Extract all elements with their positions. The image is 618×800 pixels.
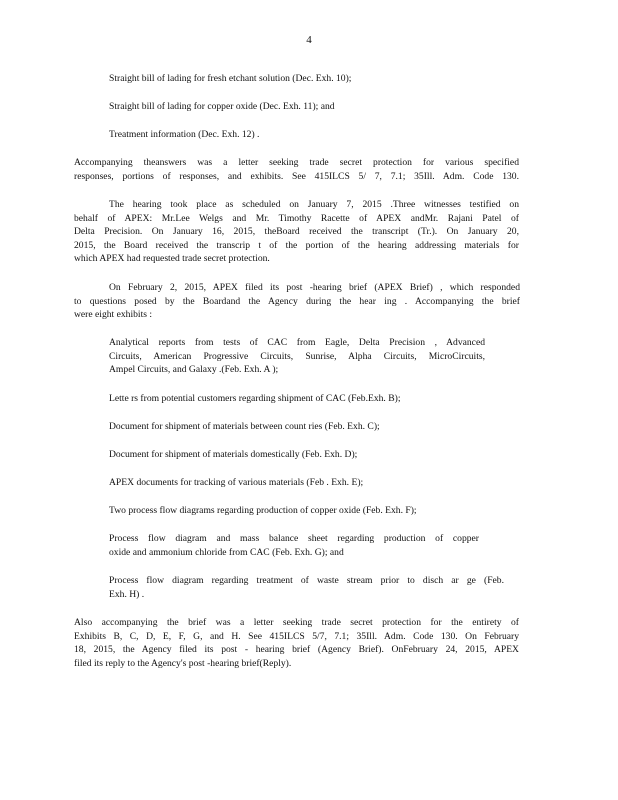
list-item [109,476,449,490]
list-item [109,128,319,142]
list-item [109,392,489,406]
list-item [109,574,504,601]
text-line: which APEX had requested trade secret protection. [74,253,270,265]
list-item [109,532,479,559]
text-line: behalf of APEX: Mr.Lee Welgs and Mr. Timothy Racette of APEX andMr. Rajani Patel of [74,212,519,224]
text-line: responses, portions of responses, and exhibits. See 415ILCS 5/ 7, 7.1; 35Ill. Adm. Code 130. [74,170,519,182]
text-line: Straight bill of lading for copper oxide (Dec. Exh. 11); and [109,101,335,112]
text-line: Analytical reports from tests of CAC from Eagle, Delta Precision , Advanced [109,337,485,348]
text-line: Straight bill of lading for fresh etchant solution (Dec. Exh. 10); [109,73,352,84]
text-line: Lette rs from potential customers regarding shipment of CAC (Feb.Exh. B); [109,393,401,404]
text-line: Process flow diagram regarding treatment of waste stream prior to disch ar ge (Feb. [109,575,504,586]
text-line: On February 2, 2015, APEX filed its post -hearing brief (APEX Brief) , which responded [109,282,520,293]
list-item [109,336,485,377]
text-line: 18, 2015, the Agency filed its post - hearing brief (Agency Brief). OnFebruary 24, 2015, APEX [74,644,519,656]
text-line: Ampel Circuits, and Galaxy .(Feb. Exh. A ); [109,364,279,376]
text-line: filed its reply to the Agency's post -hearing brief(Reply). [74,657,292,669]
text-line: Circuits, American Progressive Circuits, Sunrise, Alpha Circuits, MicroCircuits, [109,350,485,362]
list-item [109,100,409,114]
text-line: oxide and ammonium chloride from CAC (Feb. Exh. G); and [109,546,344,558]
text-line: to questions posed by the Boardand the Agency during the hear ing . Accompanying the brief [74,295,520,307]
paragraph [74,616,519,670]
text-line: Exh. H) . [109,588,145,600]
paragraph [74,198,519,266]
list-item [109,504,509,518]
text-line: The hearing took place as scheduled on January 7, 2015 .Three witnesses testified on [109,199,519,210]
text-line: Also accompanying the brief was a letter seeking trade secret protection for the entirety of [74,617,519,628]
text-line: were eight exhibits : [74,309,153,321]
list-item [109,72,429,86]
text-line: Document for shipment of materials between count ries (Feb. Exh. C); [109,421,380,432]
text-line: Delta Precision. On January 16, 2015, theBoard received the transcript (Tr.). On January 20, [74,226,519,238]
text-line: 2015, the Board received the transcrip t of the portion of the hearing addressing materials for [74,239,519,251]
page-number: 4 [306,34,312,46]
text-line: Treatment information (Dec. Exh. 12) . [109,129,260,140]
text-line: Process flow diagram and mass balance sheet regarding production of copper [109,533,479,544]
text-line: Accompanying theanswers was a letter seeking trade secret protection for various specified [74,157,519,168]
paragraph [74,281,520,322]
list-item [109,448,429,462]
text-line: Exhibits B, C, D, E, F, G, and H. See 415ILCS 5/7, 7.1; 35Ill. Adm. Code 130. On February [74,630,519,642]
list-item [109,420,469,434]
text-line: APEX documents for tracking of various materials (Feb . Exh. E); [109,477,364,488]
text-line: Two process flow diagrams regarding production of copper oxide (Feb. Exh. F); [109,505,417,516]
text-line: Document for shipment of materials domestically (Feb. Exh. D); [109,449,358,460]
paragraph [74,156,519,183]
